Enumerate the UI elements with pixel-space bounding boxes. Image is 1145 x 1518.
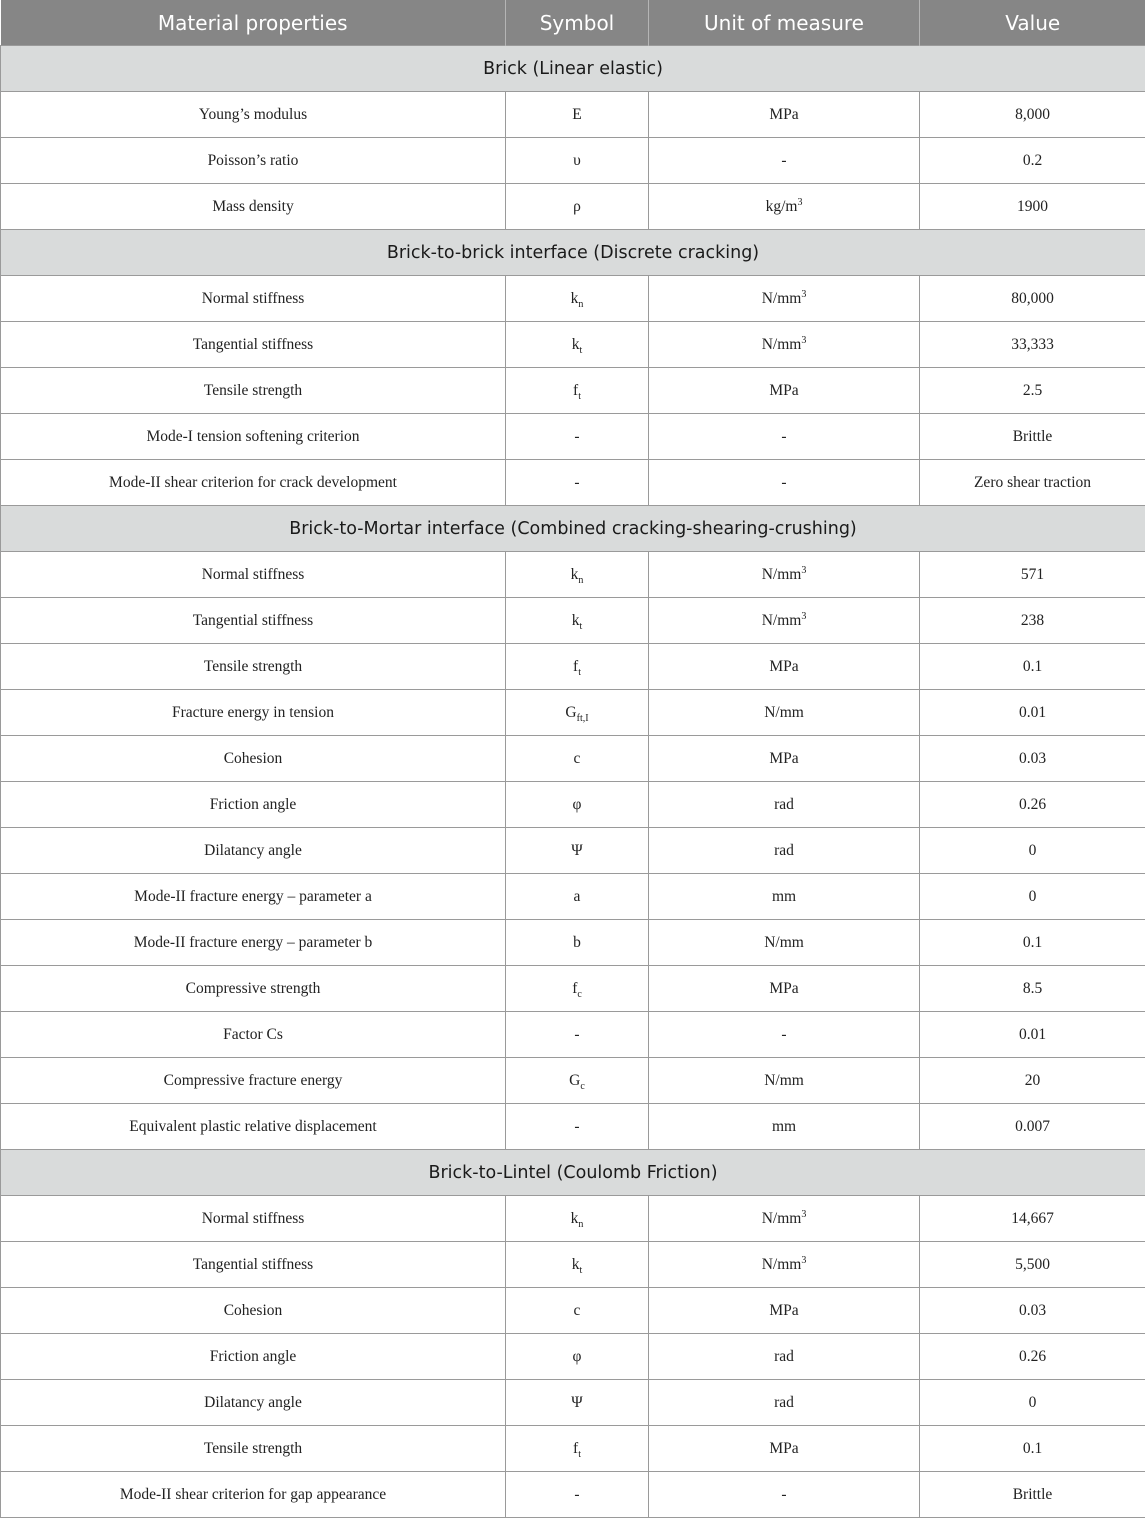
unit-cell: [649, 138, 920, 184]
value-cell: 0.01: [920, 690, 1145, 736]
property-cell: Mode-I tension softening criterion: [1, 414, 506, 460]
property-cell: Mode-II shear criterion for crack development: [1, 460, 506, 506]
unit-text: N/mm: [762, 566, 802, 583]
section-header-row: [1, 506, 1145, 552]
symbol-text: f: [573, 1440, 578, 1457]
header-unit-of-measure: Unit of measure: [649, 0, 920, 46]
unit-text: MPa: [769, 1440, 798, 1457]
value-cell: 80,000: [920, 276, 1145, 322]
table-row: [1, 782, 1145, 828]
unit-text: mm: [772, 1118, 796, 1135]
symbol-cell: [506, 138, 649, 184]
symbol-cell: [506, 1288, 649, 1334]
table-row: [1, 1426, 1145, 1472]
symbol-subscript: t: [578, 1449, 581, 1460]
unit-text: rad: [774, 842, 794, 859]
unit-superscript: 3: [801, 1255, 806, 1266]
property-cell: Equivalent plastic relative displacement: [1, 1104, 506, 1150]
symbol-cell: [506, 1242, 649, 1288]
value-cell: 571: [920, 552, 1145, 598]
table-row: [1, 92, 1145, 138]
unit-cell: [649, 1288, 920, 1334]
property-cell: Friction angle: [1, 782, 506, 828]
section-title: Brick-to-Lintel (Coulomb Friction): [1, 1150, 1145, 1196]
symbol-subscript: t: [579, 345, 582, 356]
header-row: [1, 0, 1145, 46]
symbol-subscript: t: [579, 621, 582, 632]
symbol-cell: [506, 1104, 649, 1150]
table-row: [1, 920, 1145, 966]
unit-text: N/mm: [764, 704, 804, 721]
table-row: [1, 1334, 1145, 1380]
property-cell: Tensile strength: [1, 1426, 506, 1472]
table-row: [1, 966, 1145, 1012]
property-cell: Fracture energy in tension: [1, 690, 506, 736]
section-title: Brick-to-Mortar interface (Combined cracking-shearing-crushing): [1, 506, 1145, 552]
unit-text: rad: [774, 796, 794, 813]
symbol-text: k: [572, 1256, 580, 1273]
property-cell: Mode-II shear criterion for gap appearance: [1, 1472, 506, 1518]
symbol-text: -: [574, 428, 579, 445]
symbol-subscript: c: [580, 1081, 584, 1092]
symbol-cell: [506, 322, 649, 368]
unit-cell: [649, 920, 920, 966]
property-cell: Tangential stiffness: [1, 1242, 506, 1288]
symbol-text: φ: [573, 796, 582, 813]
symbol-cell: [506, 460, 649, 506]
table-body: [1, 46, 1145, 1518]
unit-text: MPa: [769, 980, 798, 997]
symbol-text: Ψ: [571, 842, 582, 859]
unit-cell: [649, 644, 920, 690]
property-cell: Compressive strength: [1, 966, 506, 1012]
value-cell: 0.01: [920, 1012, 1145, 1058]
unit-cell: [649, 92, 920, 138]
value-cell: 20: [920, 1058, 1145, 1104]
unit-superscript: 3: [801, 611, 806, 622]
symbol-text: -: [574, 474, 579, 491]
table-row: [1, 1012, 1145, 1058]
property-cell: Tangential stiffness: [1, 598, 506, 644]
table-row: [1, 598, 1145, 644]
symbol-text: -: [574, 1026, 579, 1043]
unit-text: N/mm: [764, 934, 804, 951]
property-cell: Normal stiffness: [1, 1196, 506, 1242]
table-row: [1, 690, 1145, 736]
symbol-cell: [506, 1012, 649, 1058]
value-cell: 0.2: [920, 138, 1145, 184]
symbol-cell: [506, 276, 649, 322]
table-row: [1, 1058, 1145, 1104]
property-cell: Mode-II fracture energy – parameter b: [1, 920, 506, 966]
symbol-cell: [506, 690, 649, 736]
unit-text: mm: [772, 888, 796, 905]
value-cell: 0: [920, 874, 1145, 920]
unit-text: MPa: [769, 750, 798, 767]
symbol-text: -: [574, 1486, 579, 1503]
unit-cell: [649, 184, 920, 230]
symbol-text: c: [574, 1302, 581, 1319]
property-cell: Cohesion: [1, 736, 506, 782]
value-cell: 0.1: [920, 920, 1145, 966]
unit-cell: [649, 368, 920, 414]
header-value: Value: [920, 0, 1145, 46]
symbol-cell: [506, 644, 649, 690]
symbol-cell: [506, 874, 649, 920]
unit-text: N/mm: [764, 1072, 804, 1089]
symbol-text: G: [565, 704, 576, 721]
unit-cell: [649, 1426, 920, 1472]
value-cell: 238: [920, 598, 1145, 644]
symbol-cell: [506, 828, 649, 874]
value-cell: 1900: [920, 184, 1145, 230]
unit-text: N/mm: [762, 612, 802, 629]
unit-text: rad: [774, 1394, 794, 1411]
symbol-text: b: [573, 934, 581, 951]
symbol-text: k: [571, 1210, 579, 1227]
value-cell: 33,333: [920, 322, 1145, 368]
symbol-text: f: [573, 382, 578, 399]
symbol-subscript: ft,I: [577, 713, 589, 724]
table-row: [1, 552, 1145, 598]
unit-superscript: 3: [801, 1209, 806, 1220]
value-cell: 2.5: [920, 368, 1145, 414]
table-row: [1, 874, 1145, 920]
property-cell: Cohesion: [1, 1288, 506, 1334]
unit-cell: [649, 276, 920, 322]
table-row: [1, 1288, 1145, 1334]
value-cell: 0: [920, 1380, 1145, 1426]
symbol-cell: [506, 1380, 649, 1426]
table-header: [1, 0, 1145, 46]
symbol-text: k: [572, 336, 580, 353]
unit-cell: [649, 1472, 920, 1518]
property-cell: Poisson’s ratio: [1, 138, 506, 184]
symbol-text: ρ: [573, 198, 581, 215]
unit-cell: [649, 460, 920, 506]
unit-cell: [649, 414, 920, 460]
table-row: [1, 322, 1145, 368]
symbol-cell: [506, 736, 649, 782]
table-row: [1, 1242, 1145, 1288]
header-symbol: Symbol: [506, 0, 649, 46]
table-row: [1, 1196, 1145, 1242]
table-row: [1, 1472, 1145, 1518]
symbol-cell: [506, 598, 649, 644]
property-cell: Factor Cs: [1, 1012, 506, 1058]
table-row: [1, 368, 1145, 414]
unit-cell: [649, 874, 920, 920]
table-row: [1, 138, 1145, 184]
unit-superscript: 3: [801, 565, 806, 576]
symbol-cell: [506, 1196, 649, 1242]
value-cell: 0.03: [920, 736, 1145, 782]
property-cell: Normal stiffness: [1, 276, 506, 322]
unit-cell: [649, 322, 920, 368]
symbol-cell: [506, 414, 649, 460]
section-title: Brick-to-brick interface (Discrete cracking): [1, 230, 1145, 276]
symbol-text: c: [574, 750, 581, 767]
symbol-subscript: n: [578, 575, 583, 586]
symbol-subscript: n: [578, 1219, 583, 1230]
unit-text: -: [781, 152, 786, 169]
unit-superscript: 3: [797, 197, 802, 208]
unit-cell: [649, 782, 920, 828]
symbol-text: f: [573, 658, 578, 675]
symbol-subscript: n: [578, 299, 583, 310]
unit-text: N/mm: [762, 1210, 802, 1227]
unit-superscript: 3: [801, 289, 806, 300]
table-row: [1, 1380, 1145, 1426]
section-header-row: [1, 1150, 1145, 1196]
property-cell: Tangential stiffness: [1, 322, 506, 368]
unit-text: -: [781, 428, 786, 445]
value-cell: 0.007: [920, 1104, 1145, 1150]
property-cell: Tensile strength: [1, 368, 506, 414]
property-cell: Tensile strength: [1, 644, 506, 690]
symbol-text: Ψ: [571, 1394, 582, 1411]
value-cell: 0.1: [920, 644, 1145, 690]
unit-cell: [649, 1012, 920, 1058]
unit-text: N/mm: [762, 290, 802, 307]
symbol-text: f: [572, 980, 577, 997]
unit-text: rad: [774, 1348, 794, 1365]
table-row: [1, 1104, 1145, 1150]
unit-cell: [649, 1380, 920, 1426]
property-cell: Mode-II fracture energy – parameter a: [1, 874, 506, 920]
property-cell: Young’s modulus: [1, 92, 506, 138]
symbol-text: a: [574, 888, 581, 905]
table-row: [1, 460, 1145, 506]
unit-cell: [649, 966, 920, 1012]
table-row: [1, 828, 1145, 874]
symbol-cell: [506, 184, 649, 230]
unit-cell: [649, 1104, 920, 1150]
symbol-cell: [506, 368, 649, 414]
value-cell: 8,000: [920, 92, 1145, 138]
unit-superscript: 3: [801, 335, 806, 346]
property-cell: Mass density: [1, 184, 506, 230]
value-cell: 0.26: [920, 1334, 1145, 1380]
table-row: [1, 184, 1145, 230]
property-cell: Friction angle: [1, 1334, 506, 1380]
symbol-subscript: t: [578, 391, 581, 402]
section-title: Brick (Linear elastic): [1, 46, 1145, 92]
symbol-text: k: [571, 566, 579, 583]
symbol-subscript: c: [577, 989, 581, 1000]
property-cell: Dilatancy angle: [1, 828, 506, 874]
unit-text: kg/m: [766, 198, 798, 215]
symbol-text: φ: [573, 1348, 582, 1365]
property-cell: Dilatancy angle: [1, 1380, 506, 1426]
value-cell: 0.03: [920, 1288, 1145, 1334]
section-header-row: [1, 46, 1145, 92]
unit-cell: [649, 598, 920, 644]
symbol-text: υ: [573, 152, 581, 169]
unit-text: -: [781, 474, 786, 491]
symbol-cell: [506, 1058, 649, 1104]
unit-text: MPa: [769, 106, 798, 123]
unit-cell: [649, 1334, 920, 1380]
value-cell: 5,500: [920, 1242, 1145, 1288]
unit-cell: [649, 552, 920, 598]
symbol-cell: [506, 552, 649, 598]
header-material-properties: Material properties: [1, 0, 506, 46]
symbol-cell: [506, 92, 649, 138]
value-cell: Brittle: [920, 414, 1145, 460]
symbol-subscript: t: [578, 667, 581, 678]
unit-cell: [649, 736, 920, 782]
value-cell: 0.1: [920, 1426, 1145, 1472]
symbol-text: k: [571, 290, 579, 307]
property-cell: Normal stiffness: [1, 552, 506, 598]
unit-text: -: [781, 1486, 786, 1503]
unit-text: N/mm: [762, 1256, 802, 1273]
unit-cell: [649, 1058, 920, 1104]
symbol-cell: [506, 782, 649, 828]
value-cell: Zero shear traction: [920, 460, 1145, 506]
value-cell: 14,667: [920, 1196, 1145, 1242]
value-cell: 0: [920, 828, 1145, 874]
unit-text: -: [781, 1026, 786, 1043]
symbol-cell: [506, 920, 649, 966]
unit-cell: [649, 1196, 920, 1242]
value-cell: 0.26: [920, 782, 1145, 828]
unit-cell: [649, 690, 920, 736]
property-cell: Compressive fracture energy: [1, 1058, 506, 1104]
table-row: [1, 414, 1145, 460]
value-cell: 8.5: [920, 966, 1145, 1012]
symbol-text: -: [574, 1118, 579, 1135]
table-row: [1, 644, 1145, 690]
unit-cell: [649, 828, 920, 874]
unit-text: N/mm: [762, 336, 802, 353]
value-cell: Brittle: [920, 1472, 1145, 1518]
symbol-subscript: t: [579, 1265, 582, 1276]
section-header-row: [1, 230, 1145, 276]
symbol-text: E: [572, 106, 581, 123]
symbol-text: k: [572, 612, 580, 629]
unit-text: MPa: [769, 382, 798, 399]
unit-text: MPa: [769, 658, 798, 675]
symbol-text: G: [569, 1072, 580, 1089]
symbol-cell: [506, 1472, 649, 1518]
table-row: [1, 736, 1145, 782]
symbol-cell: [506, 1334, 649, 1380]
table-row: [1, 276, 1145, 322]
symbol-cell: [506, 1426, 649, 1472]
symbol-cell: [506, 966, 649, 1012]
unit-text: MPa: [769, 1302, 798, 1319]
unit-cell: [649, 1242, 920, 1288]
